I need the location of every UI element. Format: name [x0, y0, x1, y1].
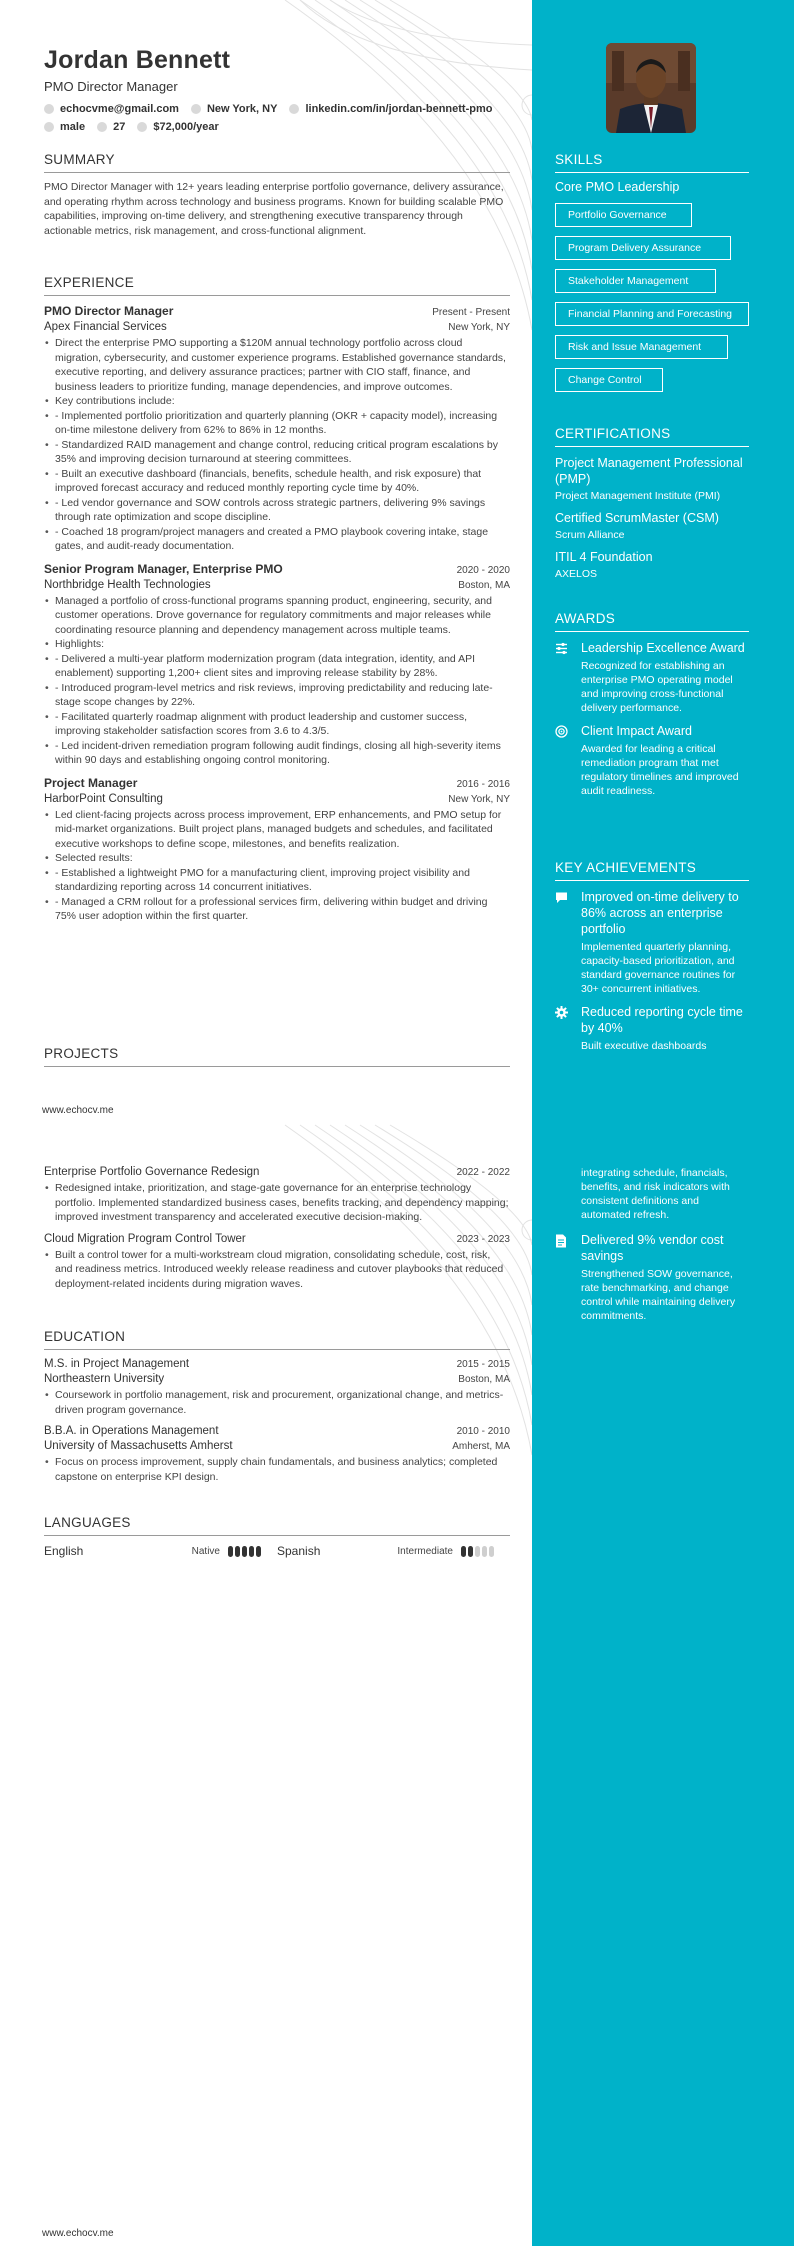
school-name: Northeastern University	[44, 1373, 165, 1385]
header	[44, 46, 510, 133]
bullet-item: • - Introduced program-level metrics and risk reviews, improving predictability and reducing late-stage scope changes by 22%.	[44, 681, 510, 710]
bullet-item: • Managed a portfolio of cross-functional programs spanning product, engineering, security, and customer operations. Drove governance for regulatory commitments and major releases while coordinating resource planning and dependency management across multiple teams.	[44, 594, 510, 638]
language-item	[277, 1544, 510, 1558]
job-location: New York, NY	[448, 793, 510, 805]
location-contact: New York, NY	[191, 103, 278, 115]
project-title: Enterprise Portfolio Governance Redesign	[44, 1166, 260, 1178]
location-icon	[191, 104, 201, 114]
company-name: Northbridge Health Technologies	[44, 578, 211, 591]
summary-title: SUMMARY	[44, 152, 510, 173]
job-location: New York, NY	[448, 322, 510, 333]
bullet-item: • Built a control tower for a multi-workstream cloud migration, consolidating schedule, cost, risk, and readiness metrics. Introduced weekly release readiness and cutover playbooks that reduced deployment-related incidents during migration waves.	[44, 1248, 510, 1292]
age-info: 27	[97, 121, 125, 133]
awards-title: AWARDS	[555, 611, 749, 632]
bullet-item: • Focus on process improvement, supply chain fundamentals, and business analytics; completed capstone on enterprise KPI design.	[44, 1455, 510, 1484]
project-entry	[44, 1166, 510, 1225]
achievement-item	[555, 1232, 749, 1323]
bullet-item: • Key contributions include:	[44, 394, 510, 409]
skill-tag: Financial Planning and Forecasting	[555, 302, 749, 326]
achievement-title: Delivered 9% vendor cost savings	[581, 1233, 724, 1263]
achievement-desc: Strengthened SOW governance, rate benchmarking, and change control while maintaining delivery commitments.	[581, 1268, 736, 1322]
proficiency-dot	[256, 1546, 261, 1557]
contact-row	[44, 103, 510, 115]
company-name: Apex Financial Services	[44, 321, 167, 333]
certification-name: Project Management Professional (PMP)	[555, 456, 743, 486]
bullet-item: • Redesigned intake, prioritization, and stage-gate governance for an enterprise technology portfolio. Implemented standardized business cases, benefits tracking, and dependency mapping; improved investment transparency and accelerated executive decision-making.	[44, 1181, 510, 1225]
candidate-name: Jordan Bennett	[44, 46, 231, 74]
award-item	[555, 723, 749, 798]
award-item	[555, 640, 749, 715]
certification-name: ITIL 4 Foundation	[555, 550, 653, 564]
footer-url[interactable]: www.echocv.me	[42, 1105, 114, 1116]
document-icon	[555, 1232, 569, 1323]
bullet-item: • - Standardized RAID management and change control, reducing critical program escalations by 35% and improving decision turnaround at steering committees.	[44, 438, 510, 467]
job-location: Boston, MA	[458, 579, 510, 591]
personal-row	[44, 121, 510, 133]
target-icon	[555, 723, 569, 798]
achievement-item	[555, 1004, 749, 1053]
project-bullets	[44, 1181, 510, 1225]
achievement-desc: Built executive dashboards	[581, 1040, 707, 1052]
projects-title: PROJECTS	[44, 1046, 510, 1067]
school-location: Amherst, MA	[452, 1441, 510, 1452]
education-entry	[44, 1425, 510, 1484]
proficiency-dot	[482, 1546, 487, 1557]
education-date: 2015 - 2015	[456, 1359, 510, 1370]
email-icon	[44, 104, 54, 114]
skill-tag: Change Control	[555, 368, 663, 392]
bullet-item: • - Led incident-driven remediation program following audit findings, closing all high-severity items within 90 days and establishing ongoing control monitoring.	[44, 739, 510, 768]
language-name: Spanish	[277, 1544, 321, 1558]
achievement-item	[555, 889, 749, 996]
job-bullets	[44, 594, 510, 768]
award-title: Client Impact Award	[581, 724, 692, 738]
education-date: 2010 - 2010	[456, 1426, 510, 1437]
education-bullets	[44, 1388, 510, 1417]
bullet-item: • Highlights:	[44, 637, 510, 652]
project-entry	[44, 1233, 510, 1292]
gender-info: male	[44, 121, 85, 133]
projects-list	[44, 1160, 510, 1291]
footer-url[interactable]: www.echocv.me	[42, 2228, 114, 2239]
bullet-item: • - Facilitated quarterly roadmap alignment with product leadership and customer success, improving stakeholder satisfaction scores from 3.6 to 4.3/5.	[44, 710, 510, 739]
linkedin-contact[interactable]: linkedin.com/in/jordan-bennett-pmo	[289, 103, 492, 115]
sliders-icon	[555, 640, 569, 715]
achievement-title: Improved on-time delivery to 86% across an enterprise portfolio	[581, 890, 739, 936]
skill-tag: Program Delivery Assurance	[555, 236, 731, 260]
achievements-section-continued	[555, 1224, 749, 1323]
project-date: 2023 - 2023	[456, 1233, 510, 1245]
bullet-item: • Led client-facing projects across process improvement, ERP enhancements, and PMO setup for mid-market organizations. Built project plans, managed budgets and schedules, and facilitated executive workshops to define scope, milestones, and benefits realization.	[44, 808, 510, 852]
school-name: University of Massachusetts Amherst	[44, 1440, 233, 1452]
job-date: 2020 - 2020	[456, 564, 510, 576]
chat-icon	[555, 889, 569, 996]
bullet-item: • - Implemented portfolio prioritization and quarterly planning (OKR + capacity model), increasing on-time milestone delivery from 62% to 86% in 12 months.	[44, 409, 510, 438]
proficiency-dot	[489, 1546, 494, 1557]
achievement-desc: integrating schedule, financials, benefits, and risk indicators with consistent definitions and automated refresh.	[581, 1167, 730, 1221]
achievements-continued	[555, 1166, 749, 1222]
bullet-item: • Selected results:	[44, 851, 510, 866]
gear-icon	[555, 1004, 569, 1053]
languages-row	[44, 1544, 510, 1558]
skills-section	[555, 152, 749, 392]
money-icon	[137, 122, 147, 132]
skill-tag: Portfolio Governance	[555, 203, 692, 227]
projects-section	[44, 1046, 510, 1067]
project-title: Cloud Migration Program Control Tower	[44, 1232, 246, 1245]
bullet-item: • - Led vendor governance and SOW controls across strategic partners, delivering 9% savings through rate optimization and scope discipline.	[44, 496, 510, 525]
job-date: 2016 - 2016	[456, 778, 510, 790]
certifications-section	[555, 426, 749, 580]
language-dots	[228, 1546, 263, 1557]
bullet-item: • - Built an executive dashboard (financials, benefits, schedule health, and risk exposure) that improved forecast accuracy and reduced monthly reporting cycle time by 40%.	[44, 467, 510, 496]
skills-group: Core PMO Leadership	[555, 180, 680, 194]
project-bullets	[44, 1248, 510, 1292]
education-bullets	[44, 1455, 510, 1484]
experience-section	[44, 275, 510, 924]
education-title: EDUCATION	[44, 1329, 510, 1350]
achievement-title: Reduced reporting cycle time by 40%	[581, 1005, 743, 1035]
experience-title: EXPERIENCE	[44, 275, 510, 296]
company-name: HarborPoint Consulting	[44, 792, 163, 805]
education-section	[44, 1329, 510, 1484]
summary-section	[44, 152, 510, 238]
bullet-item: • Coursework in portfolio management, risk and procurement, organizational change, and metrics-driven program governance.	[44, 1388, 510, 1417]
job-title: PMO Director Manager	[44, 304, 174, 318]
degree-name: M.S. in Project Management	[44, 1358, 190, 1370]
bullet-item: • - Coached 18 program/project managers and created a PMO playbook covering intake, stage gates, and audit-ready documentation.	[44, 525, 510, 554]
project-date: 2022 - 2022	[456, 1167, 510, 1178]
linkedin-icon	[289, 104, 299, 114]
language-level: Native	[191, 1545, 220, 1557]
bullet-item: • - Established a lightweight PMO for a manufacturing client, improving project visibility and standardizing reporting across 14 concurrent initiatives.	[44, 866, 510, 895]
proficiency-dot	[249, 1546, 254, 1557]
job-title: Project Manager	[44, 775, 138, 790]
summary-text: PMO Director Manager with 12+ years leading enterprise portfolio governance, delivery assurance, and operating rhythm across technology and business programs. Known for building scalable PMO capabilities, improving on-time delivery, and strengthening executive transparency through actionable metrics, risk management, and cross-functional alignment.	[44, 181, 504, 237]
languages-section	[44, 1515, 510, 1558]
certification-org: Scrum Alliance	[555, 529, 625, 541]
skill-tag: Risk and Issue Management	[555, 335, 728, 359]
degree-name: B.B.A. in Operations Management	[44, 1425, 219, 1437]
award-title: Leadership Excellence Award	[581, 641, 745, 655]
certification-org: Project Management Institute (PMI)	[555, 490, 721, 502]
proficiency-dot	[475, 1546, 480, 1557]
candidate-role: PMO Director Manager	[44, 79, 178, 94]
person-icon	[44, 122, 54, 132]
salary-info: $72,000/year	[137, 121, 218, 133]
proficiency-dot	[468, 1546, 473, 1557]
award-desc: Awarded for leading a critical remediation program that met regulatory timelines and improved audit readiness.	[581, 743, 739, 797]
skills-title: SKILLS	[555, 152, 749, 173]
bullet-item: • - Managed a CRM rollout for a professional services firm, delivering within budget and driving 75% user adoption within the first quarter.	[44, 895, 510, 924]
language-dots	[461, 1546, 496, 1557]
school-location: Boston, MA	[458, 1374, 510, 1385]
certification-name: Certified ScrumMaster (CSM)	[555, 511, 719, 525]
certifications-title: CERTIFICATIONS	[555, 426, 749, 447]
job-bullets	[44, 808, 510, 924]
achievement-desc: Implemented quarterly planning, capacity-based prioritization, and standard governance routines for 30+ concurrent initiatives.	[581, 941, 736, 995]
language-name: English	[44, 1544, 84, 1558]
job-bullets	[44, 336, 510, 554]
email-contact[interactable]: echocvme@gmail.com	[44, 103, 179, 115]
achievements-title: KEY ACHIEVEMENTS	[555, 860, 749, 881]
bullet-item: • - Delivered a multi-year platform modernization program (data integration, identity, and API enablement) supporting 1,200+ client sites and improving release stability by 28%.	[44, 652, 510, 681]
bullet-item: • Direct the enterprise PMO supporting a $120M annual technology portfolio across cloud migration, cybersecurity, and customer experience programs. Established governance standards, executive reporting, and delivery assurance practices; partner with CIO staff, finance, and business leaders to prioritize funding, manage dependencies, and improve outcomes.	[44, 336, 510, 394]
skill-tag: Stakeholder Management	[555, 269, 716, 293]
proficiency-dot	[235, 1546, 240, 1557]
calendar-icon	[97, 122, 107, 132]
achievements-section	[555, 860, 749, 1053]
education-entry	[44, 1358, 510, 1417]
job-entry	[44, 776, 510, 924]
job-title: Senior Program Manager, Enterprise PMO	[44, 561, 283, 576]
proficiency-dot	[242, 1546, 247, 1557]
languages-title: LANGUAGES	[44, 1515, 510, 1536]
avatar	[606, 43, 696, 133]
certification-org: AXELOS	[555, 568, 598, 580]
language-item	[44, 1544, 277, 1558]
job-entry	[44, 304, 510, 554]
proficiency-dot	[461, 1546, 466, 1557]
job-entry	[44, 562, 510, 768]
awards-section	[555, 611, 749, 798]
language-level: Intermediate	[397, 1545, 453, 1557]
profile-photo	[606, 43, 696, 133]
proficiency-dot	[228, 1546, 233, 1557]
job-date: Present - Present	[432, 307, 510, 318]
award-desc: Recognized for establishing an enterprise PMO operating model and improving cross-functional delivery performance.	[581, 660, 733, 714]
